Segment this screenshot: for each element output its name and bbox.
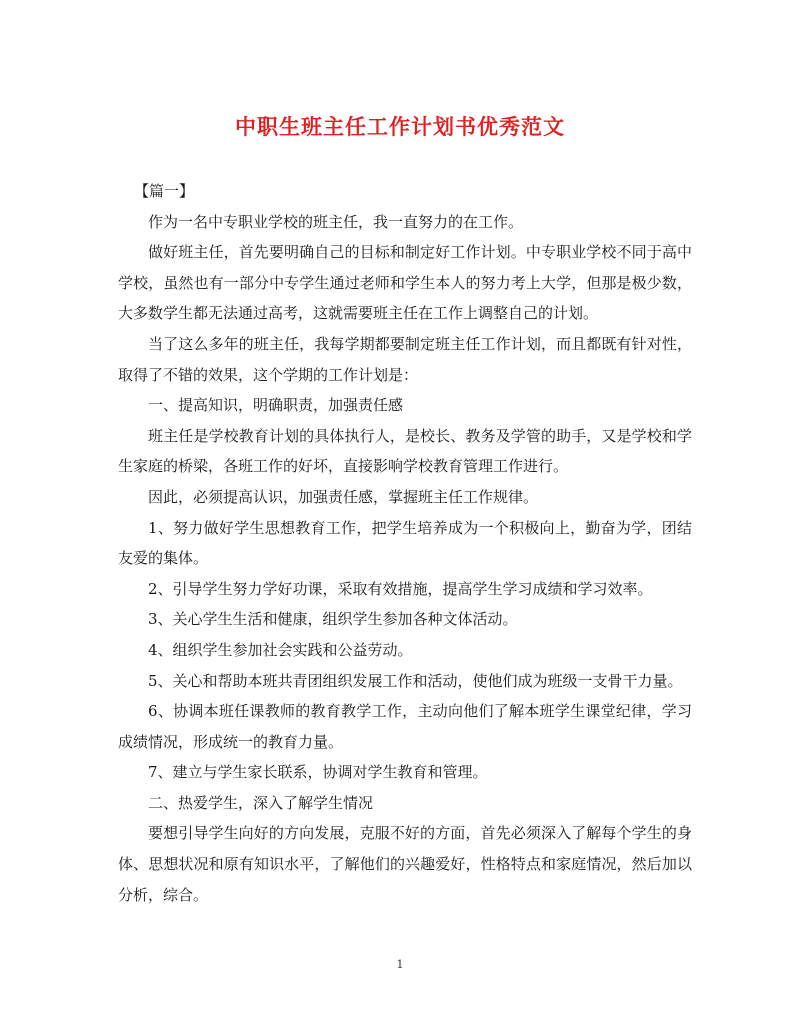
list-item: 1、努力做好学生思想教育工作，把学生培养成为一个积极向上，勤奋为学，团结友爱的集体。 bbox=[118, 518, 692, 568]
paragraph: 当了这么多年的班主任，我每学期都要制定班主任工作计划，而且都既有针对性，取得了不错的效果，这个学期的工作计划是： bbox=[118, 334, 692, 384]
section-heading: 一、提高知识，明确职责，加强责任感 bbox=[148, 396, 404, 415]
paragraph: 作为一名中专职业学校的班主任，我一直努力的在工作。 bbox=[148, 212, 524, 231]
page-title: 中职生班主任工作计划书优秀范文 bbox=[235, 114, 565, 139]
document-body bbox=[118, 176, 692, 910]
list-item: 7、建立与学生家长联系，协调对学生教育和管理。 bbox=[148, 763, 488, 782]
page-number: 1 bbox=[396, 958, 404, 971]
paragraph: 要想引导学生向好的方向发展，克服不好的方面，首先必须深入了解每个学生的身体、思想状况和原有知识水平，了解他们的兴趣爱好，性格特点和家庭情况，然后加以分析，综合。 bbox=[118, 824, 692, 904]
list-item: 6、协调本班任课教师的教育教学工作，主动向他们了解本班学生课堂纪律，学习成绩情况，形成统一的教育力量。 bbox=[118, 702, 692, 751]
list-item: 4、组织学生参加社会实践和公益劳动。 bbox=[148, 640, 413, 659]
list-item: 3、关心学生生活和健康，组织学生参加各种文体活动。 bbox=[148, 610, 518, 629]
paragraph: 班主任是学校教育计划的具体执行人，是校长、教务及学管的助手，又是学校和学生家庭的桥梁，各班工作的好坏，直接影响学校教育管理工作进行。 bbox=[118, 426, 692, 476]
paragraph: 因此，必须提高认识，加强责任感，掌握班主任工作规律。 bbox=[148, 487, 539, 506]
section-label: 【篇一】 bbox=[134, 182, 195, 200]
section-heading: 二、热爱学生，深入了解学生情况 bbox=[148, 793, 374, 812]
paragraph: 做好班主任，首先要明确自己的目标和制定好工作计划。中专职业学校不同于高中学校，虽然也有一部分中专学生通过老师和学生本人的努力考上大学，但那是极少数，大多数学生都无法通过高考，这就需要班主任在工作上调整自己的计划。 bbox=[118, 243, 692, 323]
list-item: 5、关心和帮助本班共青团组织发展工作和活动，使他们成为班级一支骨干力量。 bbox=[148, 671, 683, 690]
list-item: 2、引导学生努力学好功课，采取有效措施，提高学生学习成绩和学习效率。 bbox=[148, 579, 653, 598]
